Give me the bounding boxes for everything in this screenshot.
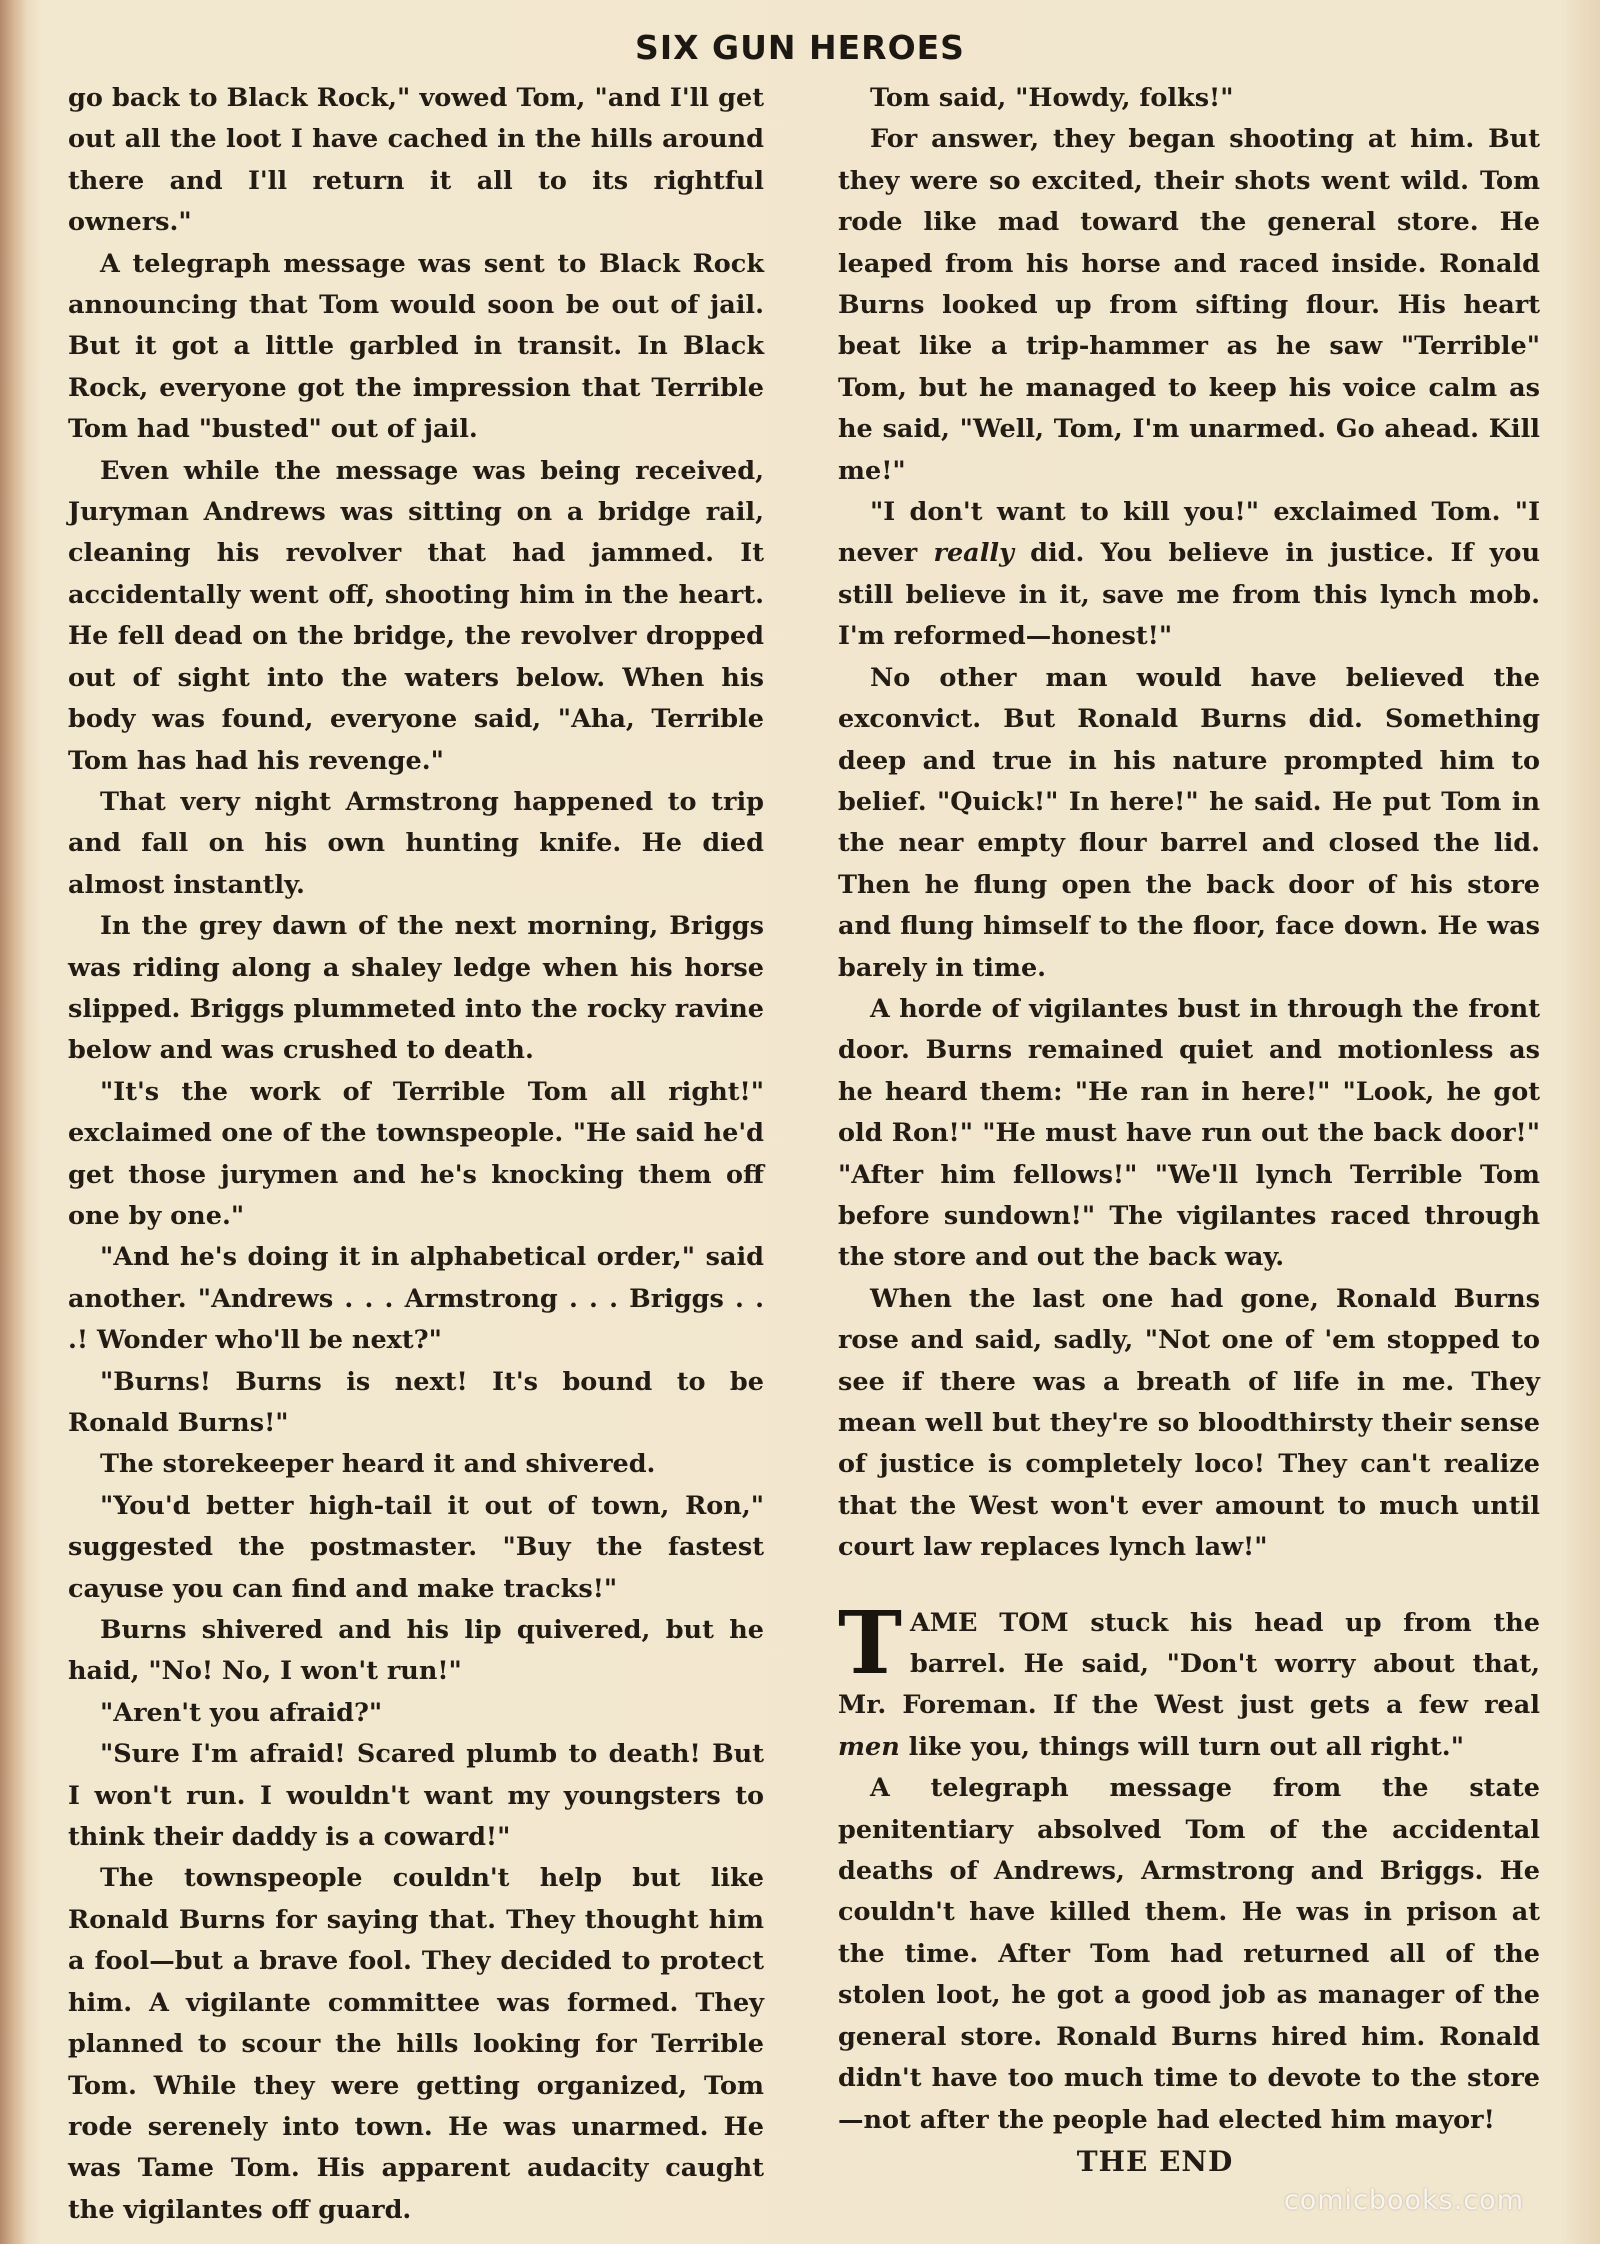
drop-cap-letter: T (838, 1592, 902, 1694)
running-head: SIX GUN HEROES (635, 28, 965, 67)
dropcap-paragraph (838, 1592, 1540, 1769)
paragraph: When the last one had gone, Ronald Burns rose and said, sadly, "Not one of 'em stopped to see if there was a breath of life in me. They mean well but they're so bloodthirsty their sense of justice is completely loco! They can't realize that the West won't ever amount to much until court law replaces lynch law!" (838, 1283, 1540, 1563)
lead-in-text: AME TOM (910, 1607, 1069, 1638)
text-span: "I don't want to kill you!" exclaimed Tom. "I never (838, 497, 1540, 569)
right-column (838, 78, 1540, 2182)
text-span: like you, things will turn out all right." (899, 1731, 1464, 1762)
paragraph: Even while the message was being received, Juryman Andrews was sitting on a bridge rail, cleaning his revolver that had jammed. It accidentally went off, shooting him in the heart. He fell dead on the bridge, the revolver dropped out of sight into the waters below. When his body was found, everyone said, "Aha, Terrible Tom has had his revenge." (68, 455, 764, 776)
paragraph: That very night Armstrong happened to trip and fall on his own hunting knife. He died almost instantly. (68, 786, 764, 900)
the-end-label: THE END (1076, 2144, 1234, 2178)
paragraph: "It's the work of Terrible Tom all right!" exclaimed one of the townspeople. "He said he'd get those jurymen and he's knocking them off one by one." (68, 1076, 764, 1231)
paragraph: The townspeople couldn't help but like Ronald Burns for saying that. They thought him a fool—but a brave fool. They decided to protect him. A vigilante committee was formed. They planned to scour the hills looking for Terrible Tom. While they were getting organized, Tom rode serenely into town. He was unarmed. He was Tame Tom. His apparent audacity caught the vigilantes off guard. (68, 1863, 764, 2225)
paragraph: "Burns! Burns is next! It's bound to be Ronald Burns!" (68, 1366, 764, 1438)
paragraph: In the grey dawn of the next morning, Briggs was riding along a shaley ledge when his horse slipped. Briggs plummeted into the rocky ravine below and was crushed to death. (68, 911, 764, 1066)
section-break (838, 1569, 1540, 1603)
paragraph: "Aren't you afraid?" (100, 1697, 383, 1728)
left-column (68, 78, 764, 2231)
emphasis-text: really (933, 538, 1014, 569)
page-spine-shadow (0, 0, 26, 2244)
emphasis-text: men (838, 1731, 900, 1762)
paragraph: For answer, they began shooting at him. But they were so excited, their shots went wild. Tom rode like mad toward the general store. He leaped from his horse and raced inside. Ronald Burns looked up from sifting flour. His heart beat like a trip-hammer as he saw "Terrible" Tom, but he managed to keep his voice calm as he said, "Well, Tom, I'm unarmed. Go ahead. Kill me!" (838, 124, 1540, 486)
watermark: comicbooks.com (1283, 2185, 1524, 2216)
paragraph: "You'd better high-tail it out of town, Ron," suggested the postmaster. "Buy the fastest cayuse you can find and make tracks!" (68, 1490, 764, 1604)
paragraph: Burns shivered and his lip quivered, but he haid, "No! No, I won't run!" (68, 1615, 764, 1687)
paragraph-reformed (838, 492, 1540, 658)
text-span: did. You believe in justice. If you still believe in it, save me from this lynch mob. I'm reformed—honest!" (838, 538, 1540, 652)
paragraph: A horde of vigilantes bust in through the front door. Burns remained quiet and motionless as he heard them: "He ran in here!" "Look, he got old Ron!" "He must have run out the back door!" "After him fellows!" "We'll lynch Terrible Tom before sundown!" The vigilantes raced through the store and out the back way. (838, 993, 1540, 1273)
paragraph: "And he's doing it in alphabetical order," said another. "Andrews . . . Armstrong . . . Briggs . . .! Wonder who'll be next?" (68, 1242, 764, 1356)
paragraph: go back to Black Rock," vowed Tom, "and I'll get out all the loot I have cached in the hills around there and I'll return it all to its rightful owners." (68, 83, 764, 238)
paragraph: No other man would have believed the exconvict. But Ronald Burns did. Something deep and true in his nature prompted him to belief. "Quick!" In here!" he said. He put Tom in the near empty flour barrel and closed the lid. Then he flung open the back door of his store and flung himself to the floor, face down. He was barely in time. (838, 662, 1540, 983)
text-span: stuck his head up from the barrel. He said, "Don't worry about that, Mr. Foreman. If the West just gets a few real (838, 1607, 1540, 1721)
paragraph: "Sure I'm afraid! Scared plumb to death! But I won't run. I wouldn't want my youngsters to think their daddy is a coward!" (68, 1739, 764, 1853)
paragraph: The storekeeper heard it and shivered. (100, 1449, 656, 1480)
paragraph: A telegraph message from the state penitentiary absolved Tom of the accidental deaths of Andrews, Armstrong and Briggs. He couldn't have killed them. He was in prison at the time. After Tom had returned all of the stolen loot, he got a good job as manager of the general store. Ronald Burns hired him. Ronald didn't have too much time to devote to the store—not after the people had elected him mayor! (838, 1773, 1540, 2135)
paragraph: Tom said, "Howdy, folks!" (870, 83, 1234, 113)
paragraph: A telegraph message was sent to Black Rock announcing that Tom would soon be out of jail. But it got a little garbled in transit. In Black Rock, everyone got the impression that Terrible Tom had "busted" out of jail. (68, 248, 764, 445)
